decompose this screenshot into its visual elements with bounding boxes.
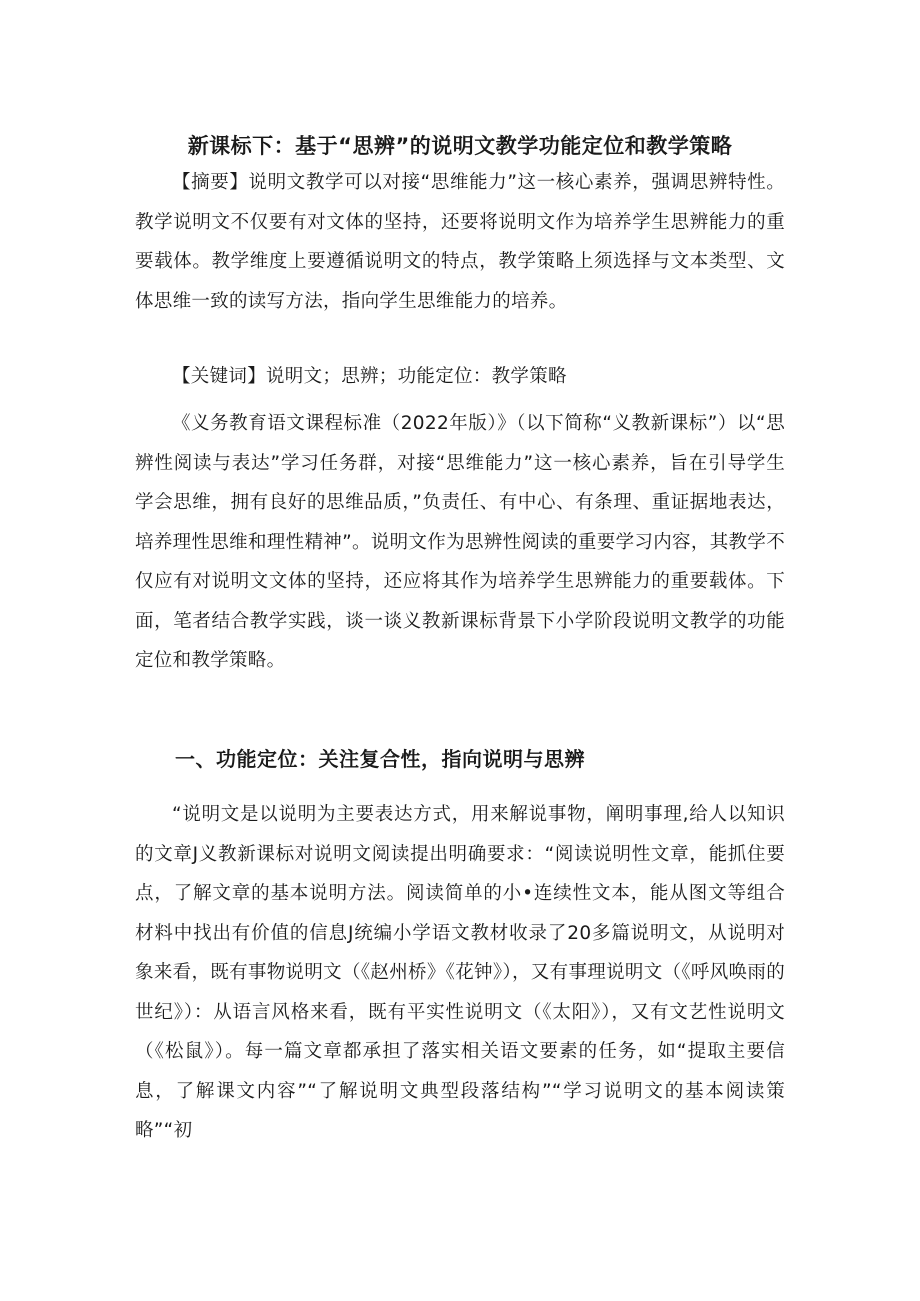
document-title: 新课标下：基于“思辨”的说明文教学功能定位和教学策略 bbox=[187, 134, 733, 159]
abstract-paragraph: 【摘要】说明文教学可以对接“思维能力”这一核心素养，强调思辨特性。教学说明文不仅要有对文体的坚持，还要将说明文作为培养学生思辨能力的重要载体。教学维度上要遵循说明文的特点，教学策略上须选择与文本类型、文体思维一致的读写方法，指向学生思维能力的培养。 bbox=[135, 172, 785, 312]
keywords-paragraph: 【关键词】说明文；思辨；功能定位：教学策略 bbox=[172, 366, 567, 387]
intro-paragraph: 《义务教育语文课程标准（2022年版）》（以下简称“义教新课标”）以“思辨性阅读与表达”学习任务群，对接“思维能力”这一核心素养，旨在引导学生学会思维，拥有良好的思维品质，”负责任、有中心、有条理、重证据地表达，培养理性思维和理性精神”。说明文作为思辨性阅读的重要学习内容，其教学不仅应有对说明文文体的坚持，还应将其作为培养学生思辨能力的重要载体。下面，笔者结合教学实践，谈一谈义教新课标背景下小学阶段说明文教学的功能定位和教学策略。 bbox=[135, 413, 785, 671]
section-heading: 一、功能定位：关注复合性，指向说明与思辨 bbox=[175, 747, 585, 771]
section-body-paragraph: “说明文是以说明为主要表达方式，用来解说事物，阐明事理,给人以知识的文章J义教新课标对说明文阅读提出明确要求：“阅读说明性文章，能抓住要点，了解文章的基本说明方法。阅读简单的小•连续性文本，能从图文等组合材料中找出有价值的信息J统编小学语文教材收录了20多篇说明文，从说明对象来看，既有事物说明文（《赵州桥》《花钟》），又有事理说明文（《呼风唤雨的世纪》）：从语言风格来看，既有平实性说明文（《太阳》），又有文艺性说明文（《松鼠》）。每一篇文章都承担了落实相关语文要素的任务，如“提取主要信息，了解课文内容”“了解说明文典型段落结构”“学习说明文的基本阅读策略”“初 bbox=[135, 804, 785, 1141]
